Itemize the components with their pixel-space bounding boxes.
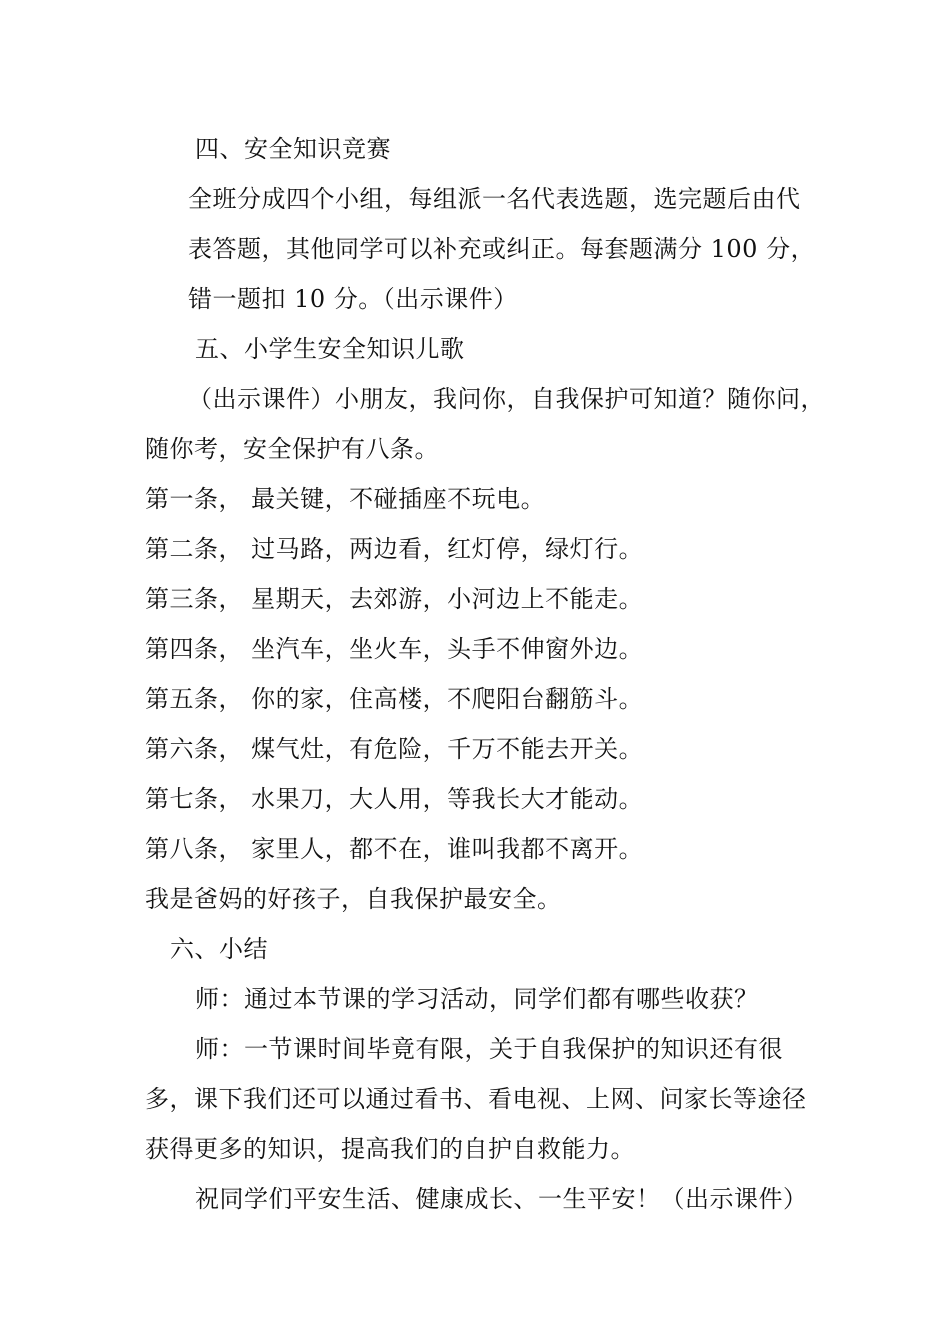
section4-para-line-2: 表答题，其他同学可以补充或纠正。每套题满分 100 分，	[188, 235, 816, 263]
rule-8: 第八条， 家里人，都不在，谁叫我都不离开。	[145, 835, 644, 863]
section5-heading: 五、小学生安全知识儿歌	[195, 335, 465, 363]
section4-para-line-3: 错一题扣 10 分。（出示课件）	[188, 285, 518, 313]
section4-para-line-1: 全班分成四个小组，每组派一名代表选题，选完题后由代	[188, 185, 801, 213]
section6-heading: 六、小结	[170, 935, 268, 963]
rule-5: 第五条， 你的家，住高楼，不爬阳台翻筋斗。	[145, 685, 644, 713]
section5-intro-line-1: （出示课件）小朋友，我问你，自我保护可知道？随你问，	[188, 385, 825, 413]
rule-7: 第七条， 水果刀，大人用，等我长大才能动。	[145, 785, 644, 813]
section5-closing: 我是爸妈的好孩子，自我保护最安全。	[145, 885, 562, 913]
rule-2: 第二条， 过马路，两边看，红灯停，绿灯行。	[145, 535, 644, 563]
rule-1: 第一条， 最关键，不碰插座不玩电。	[145, 485, 546, 513]
section4-heading: 四、安全知识竞赛	[195, 135, 391, 163]
section6-question: 师：通过本节课的学习活动，同学们都有哪些收获？	[195, 985, 759, 1013]
rule-3: 第三条， 星期天，去郊游，小河边上不能走。	[145, 585, 644, 613]
section6-summary-line-2: 多，课下我们还可以通过看书、看电视、上网、问家长等途径	[145, 1085, 807, 1113]
section5-intro-line-2: 随你考，安全保护有八条。	[145, 435, 439, 463]
rule-6: 第六条， 煤气灶，有危险，千万不能去开关。	[145, 735, 644, 763]
section6-wish: 祝同学们平安生活、健康成长、一生平安！（出示课件）	[195, 1185, 808, 1213]
section6-summary-line-1: 师：一节课时间毕竟有限，关于自我保护的知识还有很	[195, 1035, 783, 1063]
rule-4: 第四条， 坐汽车，坐火车，头手不伸窗外边。	[145, 635, 644, 663]
section6-summary-line-3: 获得更多的知识，提高我们的自护自救能力。	[145, 1135, 635, 1163]
